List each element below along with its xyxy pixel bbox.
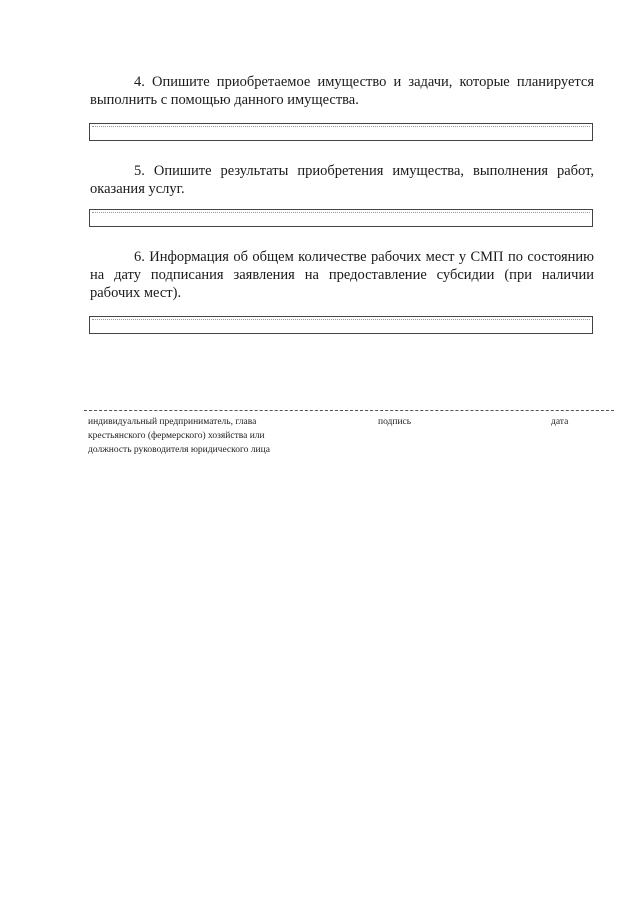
signature-line <box>84 410 614 411</box>
question-6-answer-field[interactable] <box>89 316 593 334</box>
signature-role-line-1: индивидуальный предприниматель, глава <box>88 417 257 427</box>
signature-date-label: дата <box>551 417 569 427</box>
signature-role-line-3: должность руководителя юридического лица <box>88 445 270 455</box>
signature-sign-label: подпись <box>378 417 412 427</box>
signature-role-line-2: крестьянского (фермерского) хозяйства или <box>88 431 265 441</box>
signature-role-label <box>88 415 328 457</box>
question-5-text: 5. Опишите результаты приобретения имущества, выполнения работ, оказания услуг. <box>90 163 594 197</box>
question-5-answer-field[interactable] <box>89 209 593 227</box>
question-4-text: 4. Опишите приобретаемое имущество и задачи, которые планируется выполнить с помощью данного имущества. <box>90 74 594 108</box>
question-4-answer-field[interactable] <box>89 123 593 141</box>
question-6-text: 6. Информация об общем количестве рабочих мест у СМП по состоянию на дату подписания заявления на предоставление субсидии (при наличии рабочих мест). <box>90 249 594 301</box>
